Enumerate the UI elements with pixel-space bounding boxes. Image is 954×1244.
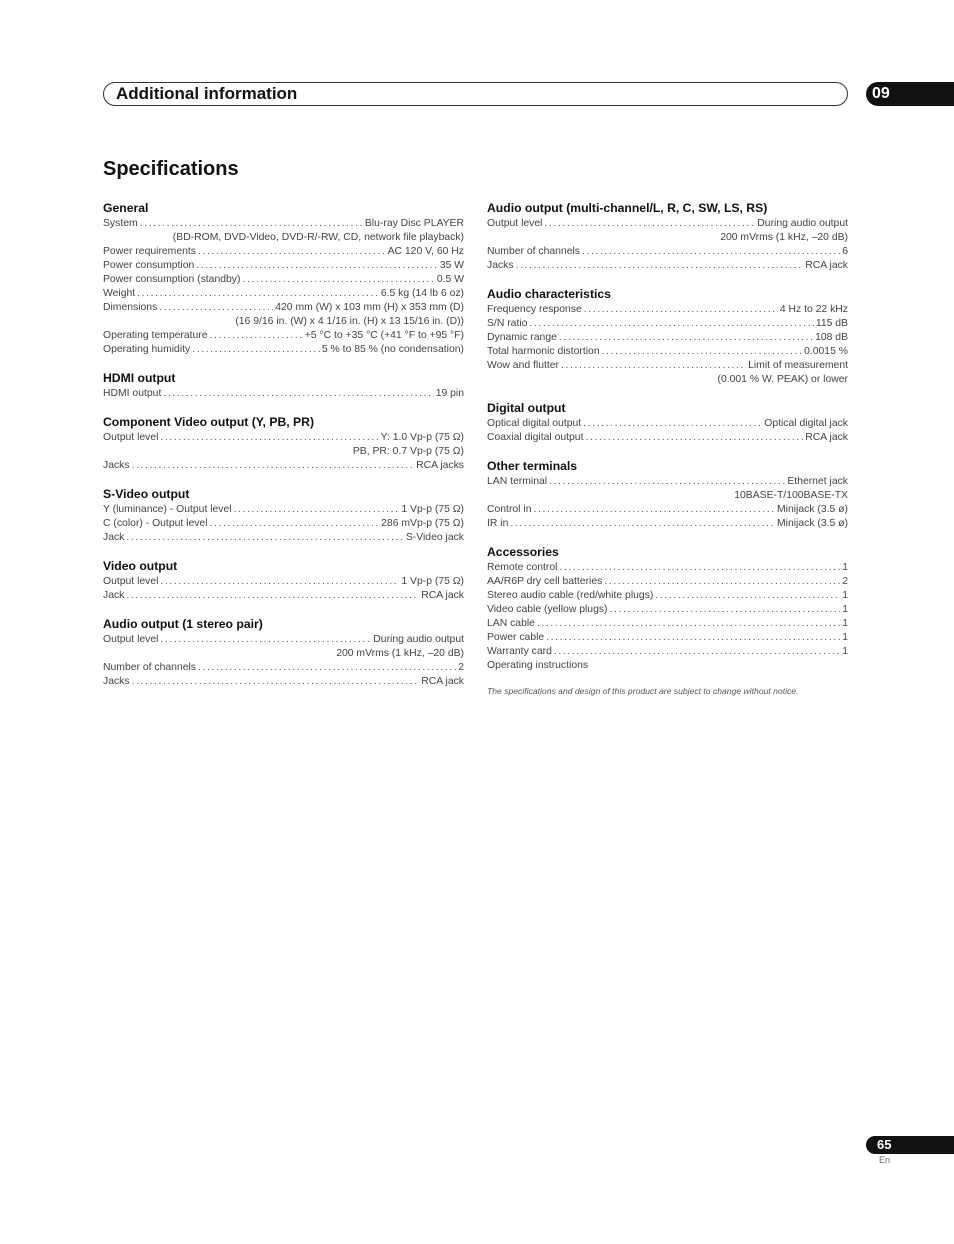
spec-value-continued: (16 9/16 in. (W) x 4 1/16 in. (H) x 13 15/16 in. (D)) <box>235 316 464 327</box>
spec-value: 0.0015 % <box>804 346 848 357</box>
spec-label: Operating temperature <box>103 330 208 341</box>
spec-row <box>103 675 464 689</box>
spec-section-title: Audio characteristics <box>487 287 611 301</box>
dot-leader <box>210 329 303 343</box>
dot-leader <box>132 459 415 473</box>
spec-section <box>103 200 464 357</box>
spec-label: Jack <box>103 590 125 601</box>
spec-section-title: Video output <box>103 559 178 573</box>
spec-value: 420 mm (W) x 103 mm (H) x 353 mm (D) <box>275 302 464 313</box>
spec-row <box>103 459 464 473</box>
section-header <box>103 82 848 106</box>
spec-label: Remote control <box>487 562 558 573</box>
spec-row <box>487 303 848 317</box>
spec-value: RCA jack <box>421 676 464 687</box>
dot-leader <box>561 359 746 373</box>
spec-value: RCA jack <box>805 432 848 443</box>
dot-leader <box>163 387 433 401</box>
spec-value: Optical digital jack <box>764 418 848 429</box>
dot-leader <box>546 631 840 645</box>
spec-row <box>103 245 464 259</box>
spec-section-title: General <box>103 201 149 215</box>
spec-value: +5 °C to +35 °C (+41 °F to +95 °F) <box>304 330 464 341</box>
spec-value: 19 pin <box>435 388 464 399</box>
spec-value: 35 W <box>439 260 464 271</box>
spec-section <box>103 616 464 689</box>
spec-value: 2 <box>842 576 848 587</box>
spec-row <box>487 475 848 489</box>
spec-value: Blu-ray Disc PLAYER <box>364 218 464 229</box>
spec-section <box>103 486 464 545</box>
spec-row <box>103 517 464 531</box>
spec-label: Total harmonic distortion <box>487 346 600 357</box>
dot-leader <box>584 303 778 317</box>
spec-row <box>487 331 848 345</box>
spec-label: Number of channels <box>487 246 580 257</box>
spec-column-right <box>487 200 848 696</box>
dot-leader <box>554 645 840 659</box>
spec-value: 0.5 W <box>436 274 464 285</box>
spec-value: 6 <box>842 246 848 257</box>
spec-row <box>103 343 464 357</box>
spec-value: Ethernet jack <box>787 476 848 487</box>
spec-label: Coaxial digital output <box>487 432 584 443</box>
spec-row <box>103 217 464 231</box>
spec-label: LAN cable <box>487 618 535 629</box>
dot-leader <box>198 661 456 675</box>
spec-row <box>487 603 848 617</box>
dot-leader <box>140 217 363 231</box>
spec-row <box>487 359 848 373</box>
spec-section <box>487 544 848 673</box>
spec-row <box>487 561 848 575</box>
dot-leader <box>516 259 804 273</box>
spec-label: Optical digital output <box>487 418 582 429</box>
spec-section-title: Audio output (multi-channel/L, R, C, SW, LS, RS) <box>487 201 768 215</box>
spec-value: 1 <box>842 590 848 601</box>
dot-leader <box>192 343 320 357</box>
spec-row <box>487 317 848 331</box>
spec-row <box>487 217 848 231</box>
spec-label: Jacks <box>103 460 130 471</box>
spec-row <box>487 245 848 259</box>
spec-label: Wow and flutter <box>487 360 559 371</box>
spec-label: Power consumption <box>103 260 195 271</box>
spec-row <box>487 645 848 659</box>
dot-leader <box>549 475 785 489</box>
spec-value: 1 <box>842 618 848 629</box>
spec-value: 1 Vp-p (75 Ω) <box>401 576 464 587</box>
spec-row <box>487 503 848 517</box>
spec-section <box>103 558 464 603</box>
spec-value: 108 dB <box>815 332 848 343</box>
page-number: 65 <box>877 1137 892 1152</box>
spec-value-continued: 200 mVrms (1 kHz, –20 dB) <box>720 232 848 243</box>
spec-row <box>487 417 848 431</box>
spec-section-title: Other terminals <box>487 459 578 473</box>
spec-value: Minijack (3.5 ø) <box>776 518 848 529</box>
spec-section <box>487 400 848 445</box>
dot-leader <box>585 431 803 445</box>
dot-leader <box>582 245 840 259</box>
spec-row <box>487 345 848 359</box>
spec-row <box>103 287 464 301</box>
spec-value-continued: 200 mVrms (1 kHz, –20 dB) <box>336 648 464 659</box>
spec-value: RCA jack <box>805 260 848 271</box>
spec-label: Frequency response <box>487 304 582 315</box>
dot-leader <box>126 589 419 603</box>
spec-value: 286 mVp-p (75 Ω) <box>381 518 464 529</box>
dot-leader <box>537 617 840 631</box>
spec-value-continued: (BD-ROM, DVD-Video, DVD-R/-RW, CD, network file playback) <box>172 232 464 243</box>
spec-value-continued: (0.001 % W. PEAK) or lower <box>717 374 848 385</box>
spec-value: S-Video jack <box>405 532 464 543</box>
dot-leader <box>160 633 371 647</box>
spec-row <box>487 431 848 445</box>
spec-section <box>103 370 464 401</box>
spec-section-title: Audio output (1 stereo pair) <box>103 617 263 631</box>
spec-row <box>103 661 464 675</box>
section-title: Additional information <box>116 84 298 103</box>
spec-row <box>487 259 848 273</box>
spec-value: 115 dB <box>815 318 848 329</box>
spec-value: 1 Vp-p (75 Ω) <box>401 504 464 515</box>
spec-section-title: Digital output <box>487 401 566 415</box>
spec-section <box>103 414 464 473</box>
spec-value: 6.5 kg (14 lb 6 oz) <box>380 288 464 299</box>
spec-label: Operating instructions <box>487 660 589 671</box>
spec-label: IR in <box>487 518 509 529</box>
dot-leader <box>242 273 434 287</box>
spec-row <box>487 575 848 589</box>
spec-label: Dynamic range <box>487 332 557 343</box>
spec-label: Jack <box>103 532 125 543</box>
spec-value: During audio output <box>757 218 848 229</box>
dot-leader <box>559 331 813 345</box>
spec-value: 1 <box>842 562 848 573</box>
spec-label: Jacks <box>103 676 130 687</box>
dot-leader <box>160 575 399 589</box>
spec-label: System <box>103 218 138 229</box>
spec-value-continued: PB, PR: 0.7 Vp-p (75 Ω) <box>352 446 464 457</box>
dot-leader <box>604 575 840 589</box>
spec-row <box>487 631 848 645</box>
dot-leader <box>533 503 775 517</box>
spec-label: Dimensions <box>103 302 158 313</box>
spec-value: 1 <box>842 632 848 643</box>
dot-leader <box>210 517 380 531</box>
spec-section <box>487 200 848 273</box>
spec-label: Jacks <box>487 260 514 271</box>
spec-value: Minijack (3.5 ø) <box>776 504 848 515</box>
page-title: Specifications <box>103 158 239 180</box>
spec-label: Control in <box>487 504 532 515</box>
dot-leader <box>234 503 400 517</box>
spec-row <box>103 589 464 603</box>
spec-label: C (color) - Output level <box>103 518 208 529</box>
spec-label: S/N ratio <box>487 318 528 329</box>
spec-label: Operating humidity <box>103 344 191 355</box>
spec-label: Power cable <box>487 632 545 643</box>
dot-leader <box>559 561 840 575</box>
spec-label: Power consumption (standby) <box>103 274 241 285</box>
spec-row <box>103 329 464 343</box>
disclaimer-note: The specifications and design of this product are subject to change without notice. <box>487 686 799 696</box>
spec-row <box>103 575 464 589</box>
chapter-number: 09 <box>872 85 890 102</box>
spec-label: Output level <box>103 634 159 645</box>
spec-row <box>103 503 464 517</box>
dot-leader <box>126 531 403 545</box>
spec-value: 1 <box>842 646 848 657</box>
spec-row <box>103 273 464 287</box>
spec-value: RCA jacks <box>416 460 464 471</box>
dot-leader <box>510 517 775 531</box>
spec-row <box>103 259 464 273</box>
spec-row <box>103 633 464 647</box>
spec-value: Limit of measurement <box>748 360 848 371</box>
spec-row <box>487 659 848 673</box>
spec-row <box>487 517 848 531</box>
spec-section-title: Component Video output (Y, PB, PR) <box>103 415 315 429</box>
spec-row <box>487 617 848 631</box>
spec-section-title: HDMI output <box>103 371 176 385</box>
spec-row <box>103 531 464 545</box>
spec-label: HDMI output <box>103 388 162 399</box>
spec-value-continued: 10BASE-T/100BASE-TX <box>734 490 848 501</box>
spec-row <box>103 387 464 401</box>
spec-section-title: Accessories <box>487 545 559 559</box>
dot-leader <box>137 287 379 301</box>
spec-value: RCA jack <box>421 590 464 601</box>
dot-leader <box>159 301 273 315</box>
spec-value: 5 % to 85 % (no condensation) <box>321 344 464 355</box>
dot-leader <box>198 245 386 259</box>
spec-label: Stereo audio cable (red/white plugs) <box>487 590 654 601</box>
language-label: En <box>879 1155 891 1165</box>
spec-column-left <box>103 200 464 702</box>
spec-value: 4 Hz to 22 kHz <box>779 304 848 315</box>
spec-value: AC 120 V, 60 Hz <box>387 246 464 257</box>
spec-label: Y (luminance) - Output level <box>103 504 232 515</box>
spec-row <box>103 431 464 445</box>
spec-value: During audio output <box>373 634 464 645</box>
spec-label: Warranty card <box>487 646 552 657</box>
spec-section <box>487 286 848 387</box>
spec-label: Video cable (yellow plugs) <box>487 604 608 615</box>
chapter-tab <box>866 82 954 106</box>
spec-label: Power requirements <box>103 246 196 257</box>
spec-value: 2 <box>458 662 464 673</box>
dot-leader <box>196 259 437 273</box>
dot-leader <box>529 317 813 331</box>
spec-label: LAN terminal <box>487 476 548 487</box>
spec-row <box>487 589 848 603</box>
spec-section-title: S-Video output <box>103 487 190 501</box>
dot-leader <box>610 603 841 617</box>
dot-leader <box>132 675 420 689</box>
spec-row <box>103 301 464 315</box>
dot-leader <box>655 589 840 603</box>
dot-leader <box>583 417 762 431</box>
dot-leader <box>160 431 378 445</box>
page-number-tab <box>866 1136 954 1154</box>
spec-label: Weight <box>103 288 136 299</box>
spec-label: Number of channels <box>103 662 196 673</box>
spec-sections-right <box>487 200 848 673</box>
spec-label: Output level <box>103 576 159 587</box>
spec-label: AA/R6P dry cell batteries <box>487 576 603 587</box>
spec-value: 1 <box>842 604 848 615</box>
spec-label: Output level <box>103 432 159 443</box>
spec-value: Y: 1.0 Vp-p (75 Ω) <box>380 432 464 443</box>
dot-leader <box>544 217 755 231</box>
spec-section <box>487 458 848 531</box>
dot-leader <box>602 345 802 359</box>
spec-label: Output level <box>487 218 543 229</box>
